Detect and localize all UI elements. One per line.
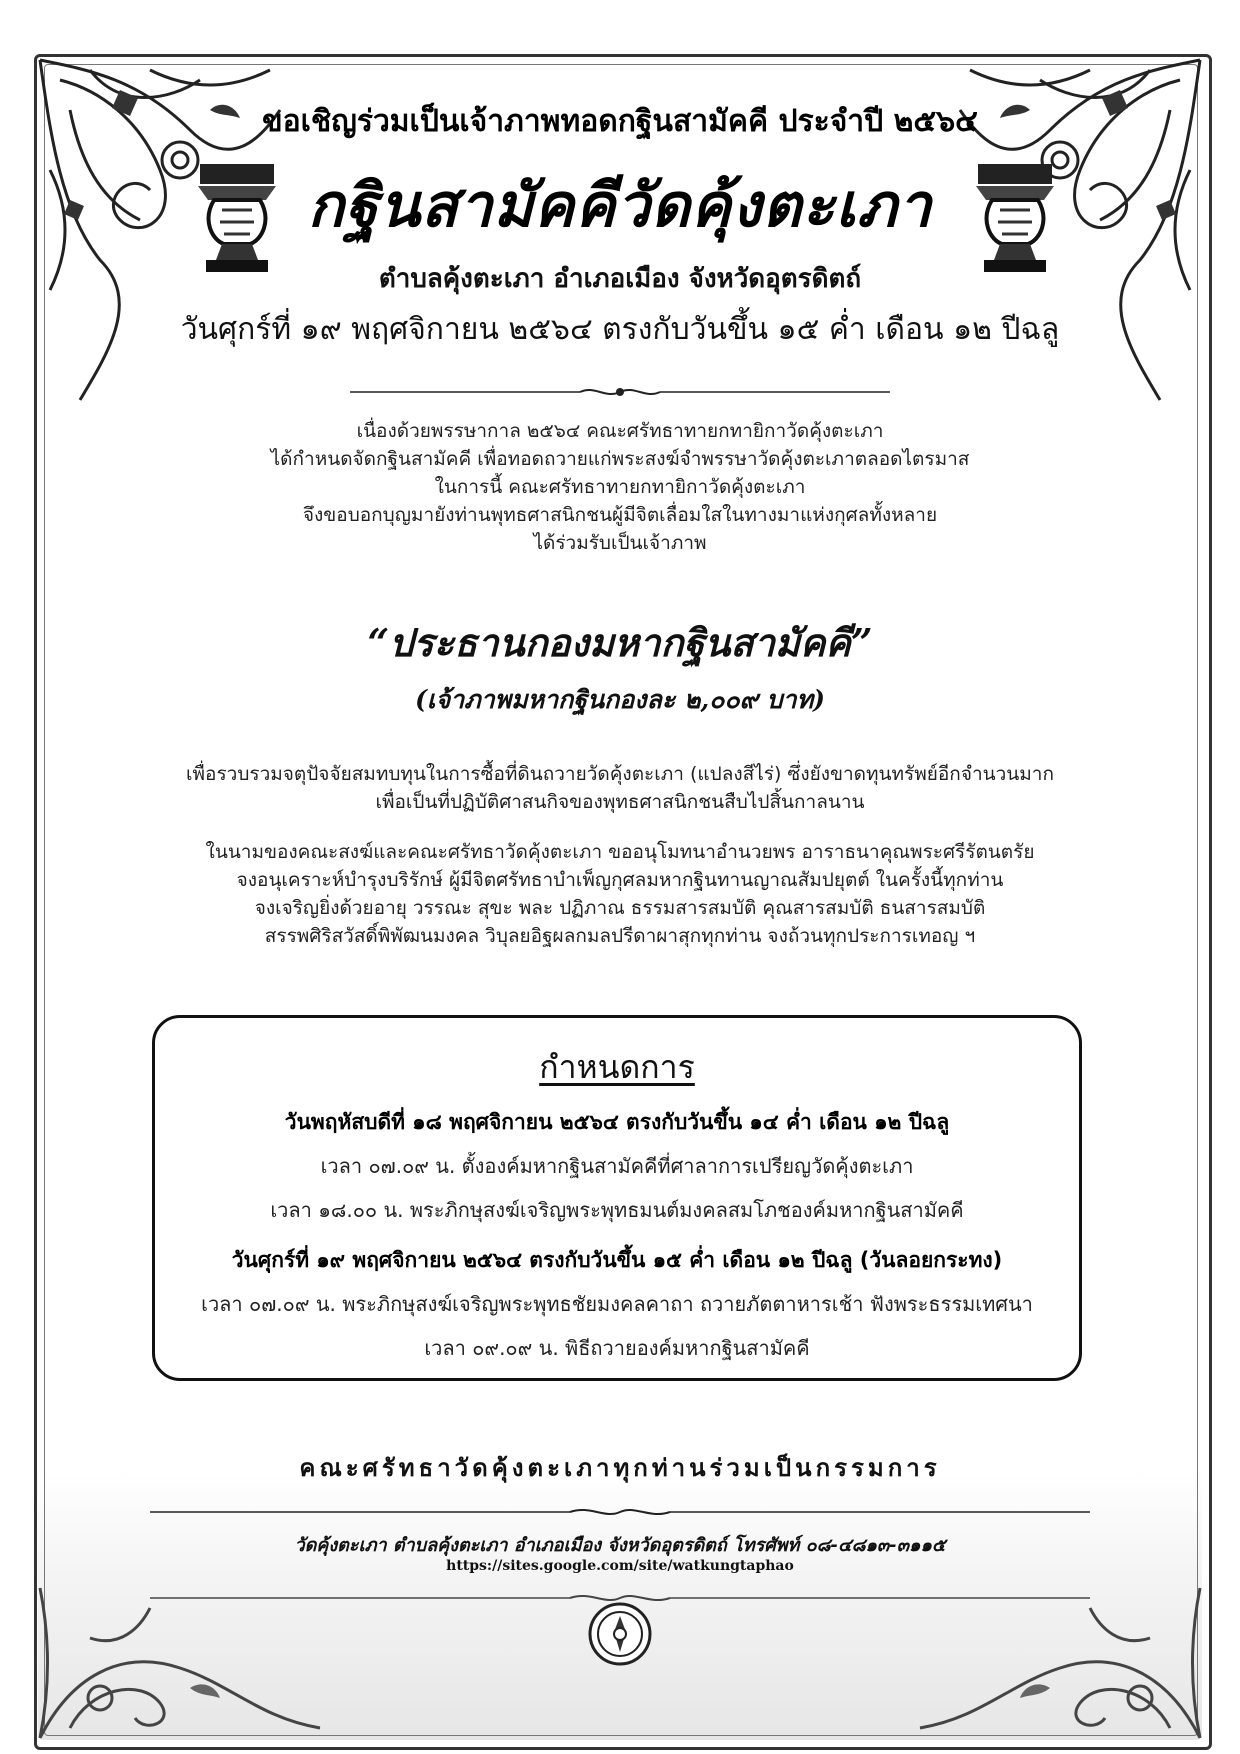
blessing-paragraph [0, 838, 1240, 950]
intro-line-2: ได้กำหนดจัดกฐินสามัคคี เพื่อทอดถวายแก่พระสงฆ์จำพรรษาวัดคุ้งตะเภาตลอดไตรมาส [270, 448, 970, 470]
blessing-line-4: สรรพศิริสวัสดิ์พิพัฒนมงคล วิบุลยอิฐผลกมลปรีดาผาสุกทุกท่าน จงถ้วนทุกประการเทอญ ฯ [264, 925, 976, 947]
purpose-line-2: เพื่อเป็นที่ปฏิบัติศาสนกิจของพุทธศาสนิกชนสืบไปสิ้นกาลนาน [375, 791, 865, 813]
footer-url[interactable]: https://sites.google.com/site/watkungtaphao [446, 1558, 794, 1574]
intro-line-1: เนื่องด้วยพรรษากาล ๒๕๖๔ คณะศรัทธาทายกทายิกาวัดคุ้งตะเภา [356, 420, 884, 442]
intro-line-4: จึงขอบอกบุญมายังท่านพุทธศาสนิกชนผู้มีจิตเลื่อมใสในทางมาแห่งกุศลทั้งหลาย [302, 504, 938, 526]
ornamental-divider-icon [350, 384, 890, 398]
temple-seal-icon [588, 1602, 652, 1666]
footer-address: วัดคุ้งตะเภา ตำบลคุ้งตะเภา อำเภอเมือง จังหวัดอุตรดิตถ์ โทรศัพท์ ๐๘-๔๘๑๓-๓๑๑๕ [294, 1535, 946, 1556]
schedule-title: กำหนดการ [539, 1048, 695, 1086]
purpose-line-1: เพื่อรวบรวมจตุปัจจัยสมทบทุนในการซื้อที่ดินถวายวัดคุ้งตะเภา (แปลงสีไร่) ซึ่งยังขาดทุนทรัพย์อีกจำนวนมาก [186, 763, 1054, 785]
president-subtitle: (เจ้าภาพมหากฐินกองละ ๒,๐๐๙ บาท) [415, 685, 825, 714]
intro-paragraph [0, 417, 1240, 557]
blessing-line-1: ในนามของคณะสงฆ์และคณะศรัทธาวัดคุ้งตะเภา ขออนุโมทนาอำนวยพร อาราธนาคุณพระศรีรัตนตรัย [205, 841, 1035, 863]
blessing-line-2: จงอนุเคราะห์บำรุงบริรักษ์ ผู้มีจิตศรัทธาบำเพ็ญกุศลมหากฐินทานญาณสัมปยุตต์ ในครั้งนี้ทุกท่าน [236, 869, 1004, 891]
invite-heading: ขอเชิญร่วมเป็นเจ้าภาพทอดกฐินสามัคคี ประจำปี ๒๕๖๔ [262, 104, 978, 139]
schedule-day-1-item-1: เวลา ๐๗.๐๙ น. ตั้งองค์มหากฐินสามัคคีที่ศาลาการเปรียญวัดคุ้งตะเภา [320, 1154, 914, 1178]
purpose-paragraph [0, 760, 1240, 816]
page-title: กฐินสามัคคีวัดคุ้งตะเภา [307, 171, 933, 241]
president-title: “ประธานกองมหากฐินสามัคคี” [367, 620, 873, 665]
blessing-line-3: จงเจริญยิ่งด้วยอายุ วรรณะ สุขะ พละ ปฏิภาณ ธรรมสารสมบัติ คุณสารสมบัติ ธนสารสมบัติ [254, 897, 986, 919]
schedule-day-1-item-2: เวลา ๑๘.๐๐ น. พระภิกษุสงฆ์เจริญพระพุทธมนต์มงคลสมโภชองค์มหากฐินสามัคคี [270, 1198, 964, 1222]
committee-line: คณะศรัทธาวัดคุ้งตะเภาทุกท่านร่วมเป็นกรรมการ [299, 1454, 941, 1482]
intro-line-3: ในการนี้ คณะศรัทธาทายกทายิกาวัดคุ้งตะเภา [434, 476, 806, 498]
schedule-day-2-item-1: เวลา ๐๗.๐๙ น. พระภิกษุสงฆ์เจริญพระพุทธชัยมงคลคาถา ถวายภัตตาหารเช้า ฟังพระธรรมเทศนา [201, 1292, 1033, 1316]
event-date-line: วันศุกร์ที่ ๑๙ พฤศจิกายน ๒๕๖๔ ตรงกับวันขึ้น ๑๕ ค่ำ เดือน ๑๒ ปีฉลู [180, 312, 1060, 347]
location-line: ตำบลคุ้งตะเภา อำเภอเมือง จังหวัดอุตรดิตถ์ [378, 264, 862, 294]
intro-line-5: ได้ร่วมรับเป็นเจ้าภาพ [533, 532, 707, 554]
schedule-day-2-item-2: เวลา ๐๙.๐๙ น. พิธีถวายองค์มหากฐินสามัคคี [424, 1336, 810, 1360]
schedule-box [152, 1015, 1082, 1381]
footer-divider-top-icon [150, 1504, 1090, 1518]
schedule-day-1: วันพฤหัสบดีที่ ๑๘ พฤศจิกายน ๒๕๖๔ ตรงกับวันขึ้น ๑๔ ค่ำ เดือน ๑๒ ปีฉลู [284, 1110, 950, 1134]
schedule-day-2: วันศุกร์ที่ ๑๙ พฤศจิกายน ๒๕๖๔ ตรงกับวันขึ้น ๑๕ ค่ำ เดือน ๑๒ ปีฉลู (วันลอยกระทง) [231, 1248, 1003, 1272]
